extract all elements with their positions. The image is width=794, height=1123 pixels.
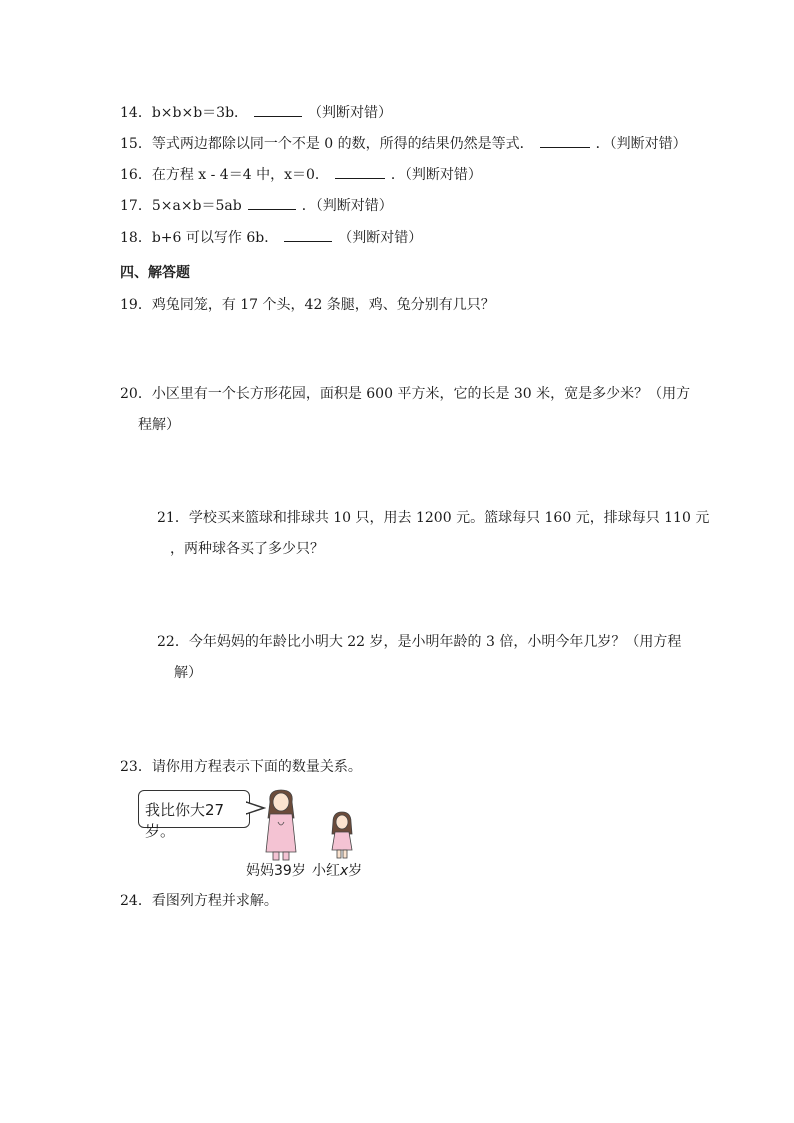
problem-21 (157, 508, 709, 528)
problem-number: 20． (120, 386, 152, 402)
question-number: 18． (120, 230, 152, 246)
girl-illustration (328, 810, 356, 860)
question-number: 17． (120, 198, 152, 214)
question-17 (120, 196, 393, 216)
mother-illustration (256, 788, 306, 862)
question-14 (120, 103, 392, 123)
problem-text-line1: 学校买来篮球和排球共 10 只，用去 1200 元。篮球每只 160 元，排球每只 110 元 (188, 510, 710, 526)
girl-age-variable: x (340, 863, 349, 879)
question-16 (120, 165, 482, 185)
question-text: 在方程 x - 4＝4 中，x＝0． (151, 167, 329, 183)
question-number: 16． (120, 167, 152, 183)
question-text: b×b×b＝3b． (151, 105, 249, 121)
question-tail: ．（判断对错） (390, 167, 482, 183)
problem-21-continued (170, 539, 324, 559)
answer-blank[interactable] (540, 135, 590, 148)
problem-number: 24． (120, 893, 152, 909)
question-tail: （判断对错） (338, 230, 423, 246)
problem-22-continued (174, 663, 202, 683)
answer-blank[interactable] (335, 166, 385, 179)
speech-bubble (138, 790, 250, 840)
question-tail: ．（判断对错） (595, 136, 687, 152)
question-number: 15． (120, 136, 152, 152)
speech-text: 我比你大27岁。 (145, 801, 225, 840)
question-tail: ．（判断对错） (301, 198, 393, 214)
answer-blank[interactable] (254, 104, 302, 117)
problem-22 (157, 632, 681, 652)
question-text: 5×a×b＝5ab (151, 198, 242, 214)
mother-age-label: 妈妈39岁 (246, 863, 306, 879)
problem-text: 鸡兔同笼，有 17 个头，42 条腿，鸡、兔分别有几只？ (151, 297, 495, 313)
problem-text: 看图列方程并求解。 (151, 893, 278, 909)
problem-19 (120, 295, 495, 315)
girl-age-unit: 岁 (348, 863, 363, 879)
problem-number: 19． (120, 297, 152, 313)
question-number: 14． (120, 105, 152, 121)
question-tail: （判断对错） (308, 105, 393, 121)
problem-number: 22． (157, 634, 189, 650)
problem-24 (120, 891, 278, 911)
problem-text-line2: 解） (174, 665, 202, 681)
problem-number: 21． (157, 510, 189, 526)
problem-20 (120, 384, 690, 404)
problem-23-figure (138, 788, 378, 880)
problem-text-line1: 今年妈妈的年龄比小明大 22 岁，是小明年龄的 3 倍，小明今年几岁？（用方程 (188, 634, 682, 650)
answer-blank[interactable] (248, 197, 296, 210)
problem-20-continued (138, 415, 180, 435)
question-text: 等式两边都除以同一个不是 0 的数，所得的结果仍然是等式． (151, 136, 534, 152)
problem-text-line2: ，两种球各买了多少只？ (170, 541, 324, 557)
question-18 (120, 228, 422, 248)
problem-text-line2: 程解） (138, 417, 180, 433)
problem-number: 23． (120, 759, 152, 775)
question-text: b+6 可以写作 6b． (151, 230, 279, 246)
girl-name: 小红 (312, 863, 340, 879)
section-heading: 四、解答题 (120, 265, 190, 281)
problem-23 (120, 757, 362, 777)
answer-blank[interactable] (284, 229, 332, 242)
question-15 (120, 134, 687, 154)
problem-text: 请你用方程表示下面的数量关系。 (151, 759, 362, 775)
problem-text-line1: 小区里有一个长方形花园，面积是 600 平方米，它的长是 30 米，宽是多少米？（用方 (151, 386, 691, 402)
girl-age-label (312, 860, 362, 880)
